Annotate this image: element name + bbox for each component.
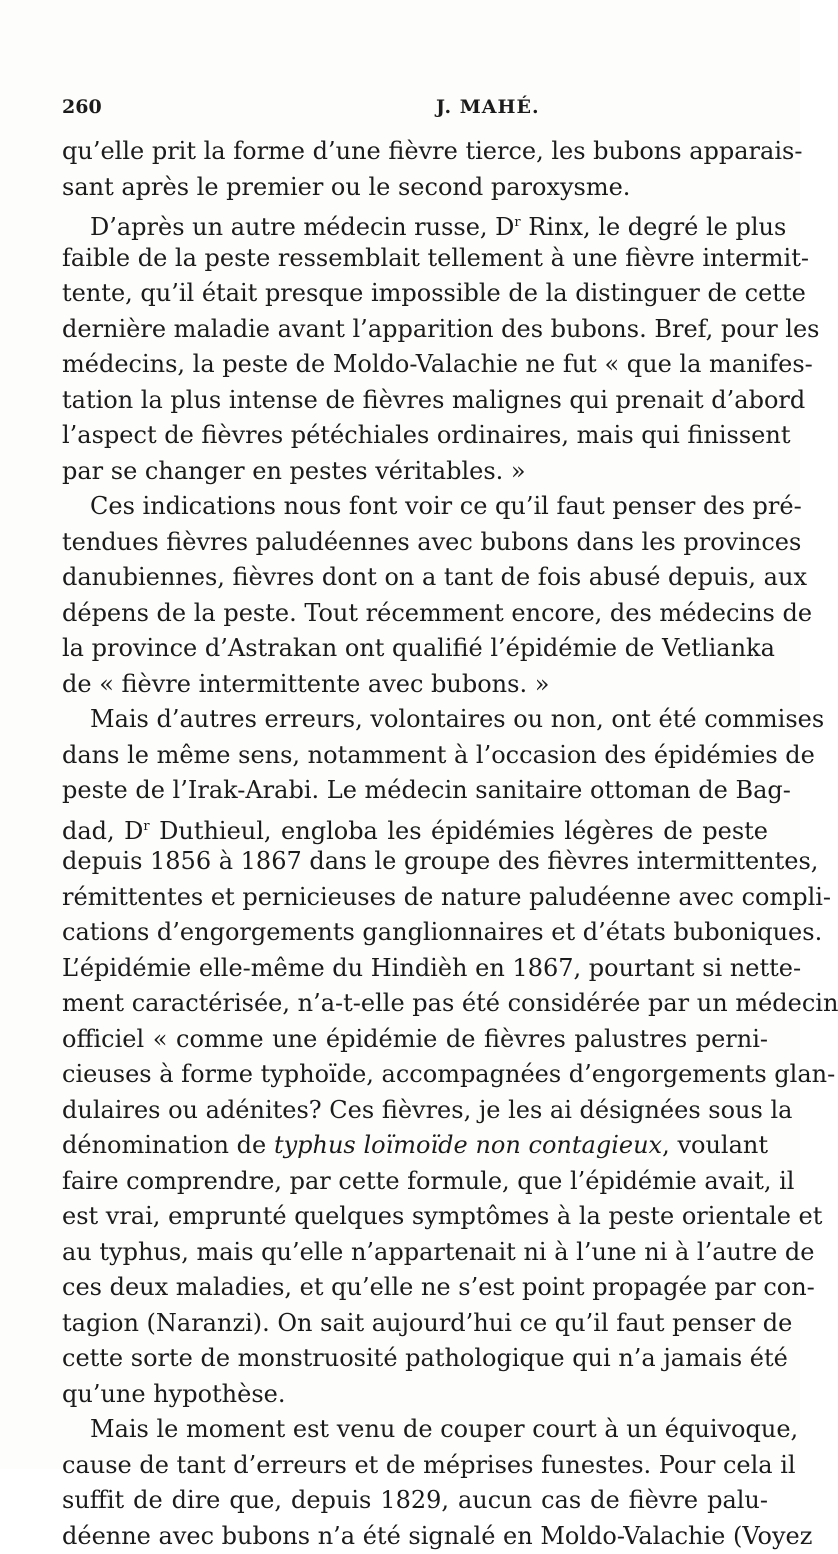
text-line <box>62 241 768 277</box>
text-line <box>62 134 768 170</box>
text-run: dénomination de <box>62 1131 274 1159</box>
text-run: qu’une hypothèse. <box>62 1380 285 1408</box>
body-text <box>62 134 768 1554</box>
text-run: est vrai, emprunté quelques symptômes à la peste orientale et <box>62 1202 822 1230</box>
text-run: ment caractérisée, n’a-t-elle pas été considérée par un médecin <box>62 989 838 1017</box>
text-run: cause de tant d’erreurs et de méprises funestes. Pour cela il <box>62 1451 796 1479</box>
text-run: cieuses à forme typhoïde, accompagnées d’engorgements glan- <box>62 1060 835 1088</box>
text-run: dernière maladie avant l’apparition des bubons. Bref, pour les <box>62 315 820 343</box>
text-line <box>62 454 768 490</box>
text-line <box>62 702 768 738</box>
text-line <box>62 347 768 383</box>
text-run: officiel « comme une épidémie de fièvres palustres perni- <box>62 1025 768 1053</box>
text-line <box>62 773 768 809</box>
text-line <box>62 1093 768 1129</box>
text-run: au typhus, mais qu’elle n’appartenait ni à l’une ni à l’autre de <box>62 1238 814 1266</box>
text-run: de « fièvre intermittente avec bubons. » <box>62 670 549 698</box>
text-line <box>62 951 768 987</box>
text-run: Mais d’autres erreurs, volontaires ou non, ont été commises <box>90 705 824 733</box>
text-run: D’après un autre médecin russe, D <box>90 213 514 241</box>
text-run: la province d’Astrakan ont qualifié l’épidémie de Vetlianka <box>62 634 775 662</box>
text-run: qu’elle prit la forme d’une fièvre tierce, les bubons apparais- <box>62 137 802 165</box>
text-run: Mais le moment est venu de couper court à un équivoque, <box>90 1415 798 1443</box>
text-run: médecins, la peste de Moldo-Valachie ne fut « que la manifes- <box>62 350 813 378</box>
text-line <box>62 1448 768 1484</box>
text-line <box>62 880 768 916</box>
text-line <box>62 844 768 880</box>
text-run: faible de la peste ressemblait tellement à une fièvre intermit- <box>62 244 809 272</box>
text-line <box>62 525 768 561</box>
text-line <box>62 383 768 419</box>
text-run: faire comprendre, par cette formule, que l’épidémie avait, il <box>62 1167 794 1195</box>
text-line <box>62 986 768 1022</box>
text-line <box>62 1519 768 1554</box>
text-line <box>62 631 768 667</box>
text-line <box>62 1199 768 1235</box>
page-header <box>62 96 768 120</box>
text-run: tendues fièvres paludéennes avec bubons dans les provinces <box>62 528 801 556</box>
text-run: dépens de la peste. Tout récemment encore, des médecins de <box>62 599 812 627</box>
text-line <box>62 312 768 348</box>
text-line <box>62 1377 768 1413</box>
text-run: sant après le premier ou le second paroxysme. <box>62 173 630 201</box>
text-run: , voulant <box>662 1131 768 1159</box>
text-run: L’épidémie elle-même du Hindièh en 1867, pourtant si nette- <box>62 954 801 982</box>
text-line <box>62 205 768 241</box>
text-run: danubiennes, fièvres dont on a tant de fois abusé depuis, aux <box>62 563 807 591</box>
text-run: suffit de dire que, depuis 1829, aucun cas de fièvre palu- <box>62 1486 768 1514</box>
text-line <box>62 1128 768 1164</box>
text-line <box>62 915 768 951</box>
text-line <box>62 1412 768 1448</box>
text-run: cette sorte de monstruosité pathologique qui n’a jamais été <box>62 1344 788 1372</box>
text-run: rémittentes et pernicieuses de nature paludéenne avec compli- <box>62 883 831 911</box>
text-line <box>62 1341 768 1377</box>
superscript: r <box>514 215 520 230</box>
text-line <box>62 1235 768 1271</box>
text-line <box>62 809 768 845</box>
text-line <box>62 276 768 312</box>
text-line <box>62 1164 768 1200</box>
text-run: peste de l’Irak-Arabi. Le médecin sanitaire ottoman de Bag- <box>62 776 791 804</box>
text-run: tagion (Naranzi). On sait aujourd’hui ce qu’il faut penser de <box>62 1309 792 1337</box>
text-line <box>62 667 768 703</box>
text-run: par se changer en pestes véritables. » <box>62 457 526 485</box>
text-line <box>62 596 768 632</box>
text-line <box>62 1057 768 1093</box>
text-run: dad, D <box>62 817 143 845</box>
text-run: Duthieul, engloba les épidémies légères de peste <box>150 817 768 845</box>
italic-term: typhus loïmoïde non contagieux <box>274 1131 662 1159</box>
page-number: 260 <box>62 96 102 118</box>
text-line <box>62 1306 768 1342</box>
text-line <box>62 1270 768 1306</box>
text-run: Rinx, le degré le plus <box>521 213 787 241</box>
text-run: dulaires ou adénites? Ces fièvres, je les ai désignées sous la <box>62 1096 792 1124</box>
text-run: Ces indications nous font voir ce qu’il faut penser des pré- <box>90 492 802 520</box>
text-run: l’aspect de fièvres pétéchiales ordinaires, mais qui finissent <box>62 421 790 449</box>
text-run: tation la plus intense de fièvres malignes qui prenait d’abord <box>62 386 805 414</box>
text-line <box>62 560 768 596</box>
running-head: J. MAHÉ. <box>436 96 540 118</box>
text-line <box>62 489 768 525</box>
text-run: ces deux maladies, et qu’elle ne s’est point propagée par con- <box>62 1273 815 1301</box>
text-line <box>62 1483 768 1519</box>
text-run: tente, qu’il était presque impossible de la distinguer de cette <box>62 279 806 307</box>
text-run: depuis 1856 à 1867 dans le groupe des fièvres intermittentes, <box>62 847 818 875</box>
superscript: r <box>143 819 149 834</box>
text-line <box>62 1022 768 1058</box>
text-run: cations d’engorgements ganglionnaires et d’états buboniques. <box>62 918 822 946</box>
text-run: déenne avec bubons n’a été signalé en Moldo-Valachie (Voyez <box>62 1522 812 1550</box>
text-run: dans le même sens, notamment à l’occasion des épidémies de <box>62 741 815 769</box>
text-line <box>62 170 768 206</box>
text-line <box>62 418 768 454</box>
text-line <box>62 738 768 774</box>
